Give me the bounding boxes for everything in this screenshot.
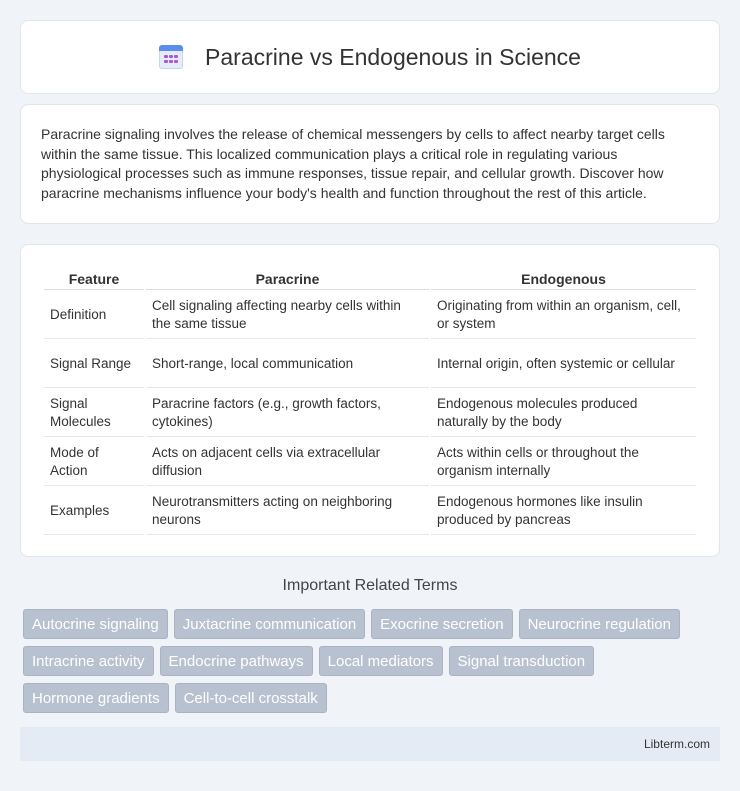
row-feature: Definition bbox=[44, 292, 144, 339]
intro-paragraph: Paracrine signaling involves the release of chemical messengers by cells to affect nearby target cells within the same tissue. This localized communication plays a critical role in regulating various physiological processes such as immune responses, tissue repair, and cellular growth. Discover how paracrine mechanisms influence your body's health and function throughout the rest of this article. bbox=[41, 126, 665, 201]
related-term-tag[interactable]: Juxtacrine communication bbox=[174, 609, 365, 639]
related-term-tag[interactable]: Neurocrine regulation bbox=[519, 609, 680, 639]
header-card bbox=[20, 20, 720, 94]
comparison-table-card bbox=[20, 244, 720, 557]
row-paracrine: Acts on adjacent cells via extracellular diffusion bbox=[146, 439, 429, 486]
header-feature: Feature bbox=[44, 267, 144, 290]
related-term-tag[interactable]: Exocrine secretion bbox=[371, 609, 512, 639]
row-endogenous: Acts within cells or throughout the organism internally bbox=[431, 439, 696, 486]
related-terms-title: Important Related Terms bbox=[282, 577, 458, 594]
intro-card bbox=[20, 104, 720, 224]
row-endogenous: Originating from within an organism, cell, or system bbox=[431, 292, 696, 339]
calendar-icon bbox=[159, 45, 183, 69]
header-endogenous: Endogenous bbox=[431, 267, 696, 290]
table-row bbox=[44, 341, 696, 388]
related-term-tag[interactable]: Endocrine pathways bbox=[160, 646, 313, 676]
table-row bbox=[44, 488, 696, 535]
row-endogenous: Endogenous molecules produced naturally by the body bbox=[431, 390, 696, 437]
related-term-tag[interactable]: Autocrine signaling bbox=[23, 609, 168, 639]
related-terms-list bbox=[23, 609, 723, 713]
table-row bbox=[44, 292, 696, 339]
related-term-tag[interactable]: Cell-to-cell crosstalk bbox=[175, 683, 327, 713]
table-row bbox=[44, 390, 696, 437]
row-feature: Examples bbox=[44, 488, 144, 535]
related-term-tag[interactable]: Local mediators bbox=[319, 646, 443, 676]
row-endogenous: Internal origin, often systemic or cellular bbox=[431, 341, 696, 388]
row-paracrine: Neurotransmitters acting on neighboring neurons bbox=[146, 488, 429, 535]
related-term-tag[interactable]: Hormone gradients bbox=[23, 683, 169, 713]
footer-site-link[interactable]: Libterm.com bbox=[643, 737, 710, 751]
row-paracrine: Paracrine factors (e.g., growth factors, cytokines) bbox=[146, 390, 429, 437]
related-term-tag[interactable]: Intracrine activity bbox=[23, 646, 154, 676]
related-term-tag[interactable]: Signal transduction bbox=[449, 646, 595, 676]
row-feature: Signal Range bbox=[44, 341, 144, 388]
row-feature: Mode of Action bbox=[44, 439, 144, 486]
row-paracrine: Cell signaling affecting nearby cells within the same tissue bbox=[146, 292, 429, 339]
page-title: Paracrine vs Endogenous in Science bbox=[205, 43, 581, 70]
table-row bbox=[44, 439, 696, 486]
footer bbox=[20, 727, 720, 761]
table-header-row bbox=[44, 267, 696, 290]
comparison-table bbox=[42, 265, 698, 537]
title-wrap bbox=[159, 44, 581, 71]
row-paracrine: Short-range, local communication bbox=[146, 341, 429, 388]
row-endogenous: Endogenous hormones like insulin produced by pancreas bbox=[431, 488, 696, 535]
row-feature: Signal Molecules bbox=[44, 390, 144, 437]
header-paracrine: Paracrine bbox=[146, 267, 429, 290]
